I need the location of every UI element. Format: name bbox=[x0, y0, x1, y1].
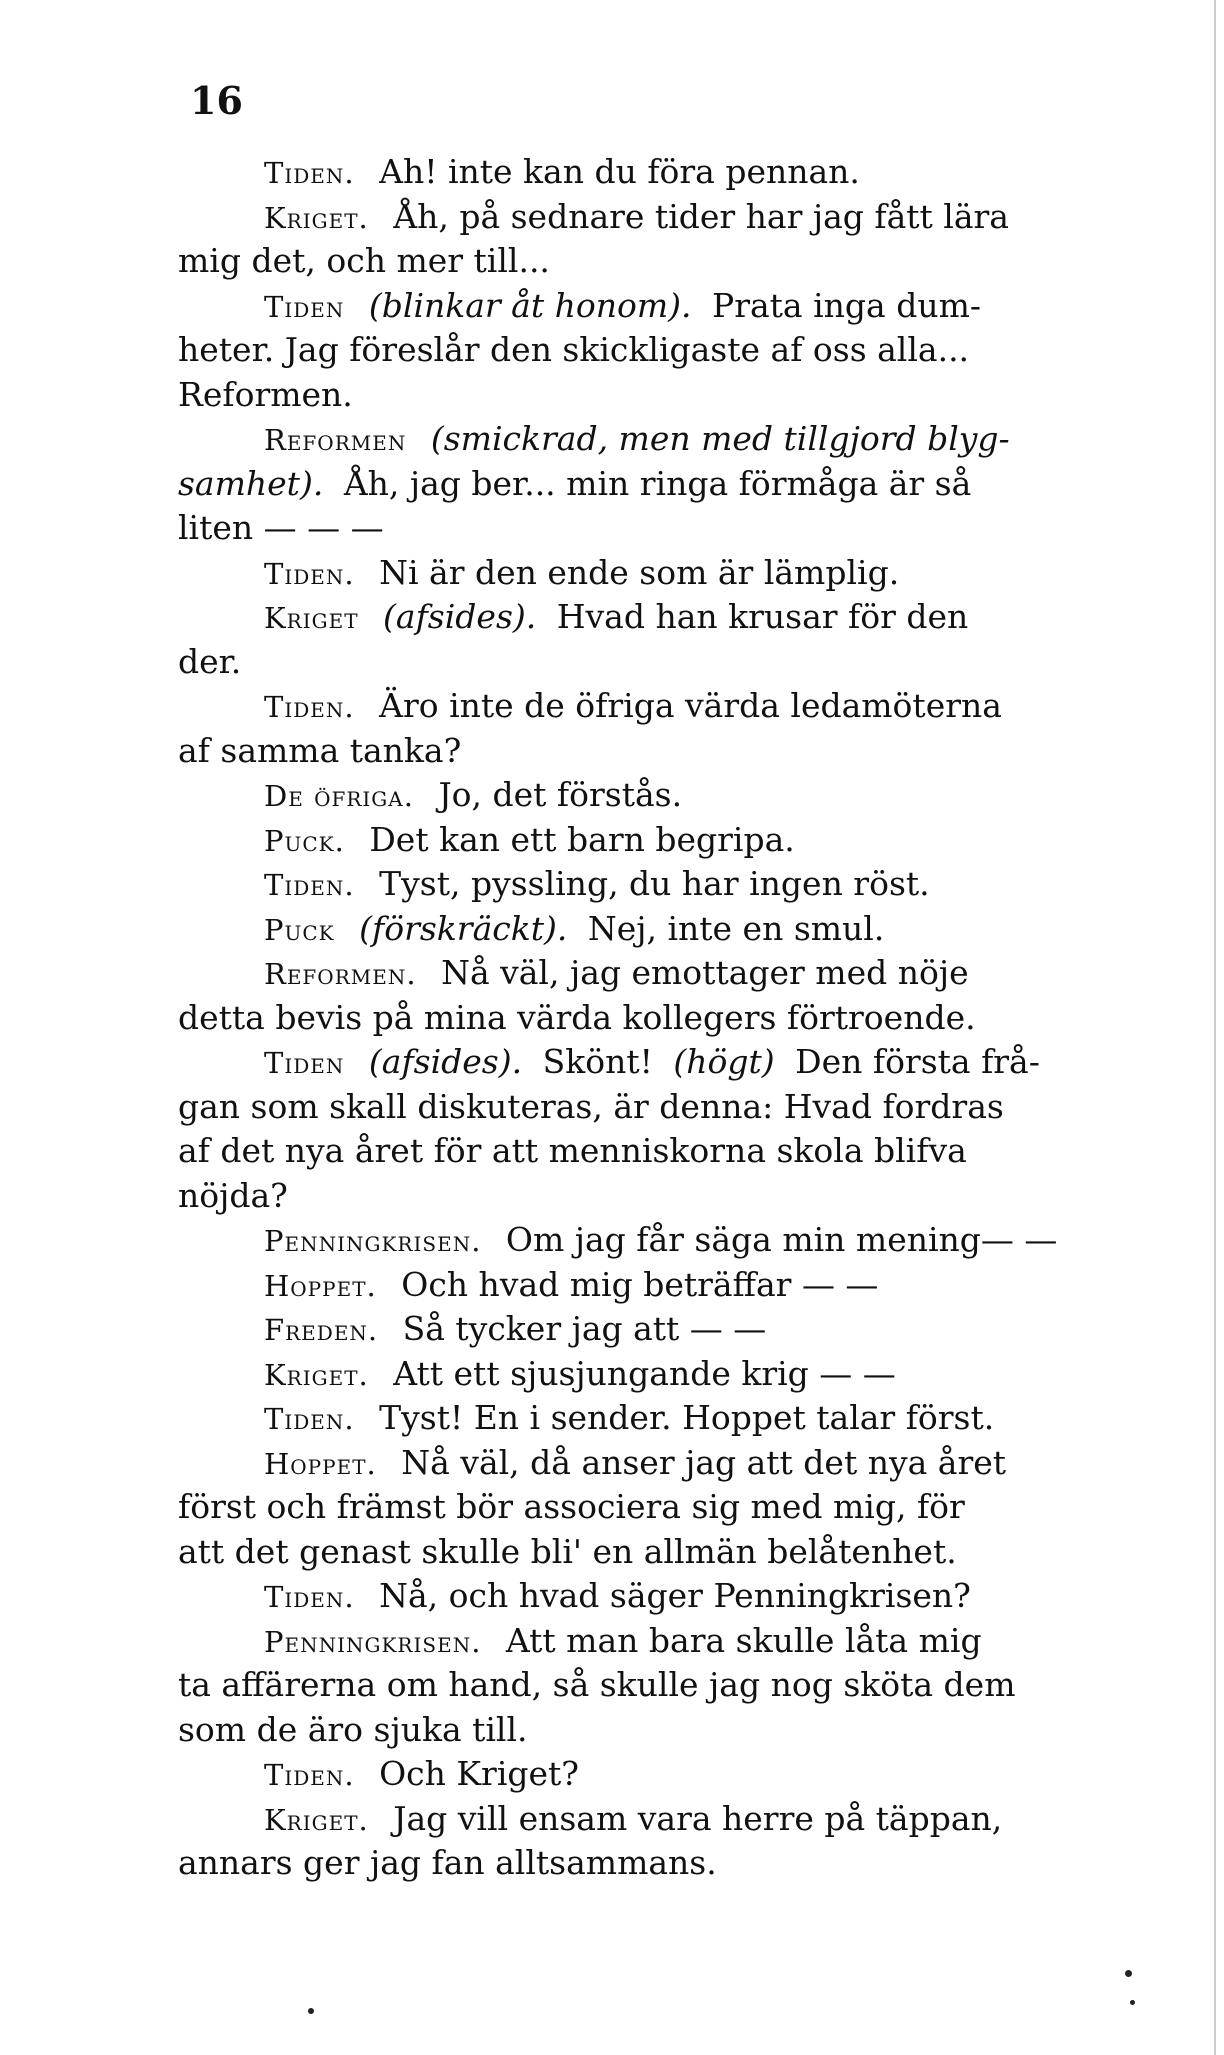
speaker-name: Hoppet. bbox=[264, 1446, 377, 1481]
dialogue-text: Nå väl, jag emottager med nöje bbox=[441, 953, 969, 992]
text-line bbox=[178, 595, 1118, 640]
speaker-name: Reformen. bbox=[264, 957, 417, 991]
text-line bbox=[178, 1218, 1118, 1263]
text-line bbox=[178, 462, 1118, 507]
stage-direction: (förskräckt). bbox=[359, 908, 568, 948]
dialogue-text: Det kan ett barn begripa. bbox=[369, 819, 795, 859]
scan-edge-line bbox=[1214, 0, 1216, 2055]
dialogue-text: Prata inga dum- bbox=[712, 285, 982, 325]
stage-direction: samhet). bbox=[178, 463, 324, 503]
text-line bbox=[178, 1574, 1118, 1619]
dialogue-text: Ah! inte kan du föra pennan. bbox=[379, 152, 860, 191]
speaker-name: Puck bbox=[264, 912, 335, 947]
dialogue-text: annars ger jag fan alltsammans. bbox=[178, 1843, 717, 1882]
speaker-name: Tiden. bbox=[264, 1758, 355, 1792]
speaker-name: Penningkrisen. bbox=[264, 1624, 482, 1659]
text-line bbox=[178, 1708, 1118, 1753]
text-line bbox=[178, 506, 1118, 551]
speaker-name: Tiden. bbox=[264, 156, 355, 190]
dialogue-text: Och hvad mig beträffar — — bbox=[401, 1264, 879, 1304]
text-line bbox=[178, 1174, 1118, 1219]
speaker-name: Kriget. bbox=[264, 1357, 369, 1392]
dialogue-text: Äro inte de öfriga värda ledamöterna bbox=[379, 686, 1002, 725]
dialogue-text: gan som skall diskuteras, är denna: Hvad fordras bbox=[178, 1086, 1004, 1126]
dialogue-text: Nej, inte en smul. bbox=[587, 908, 885, 948]
dialogue-text: Åh, jag ber... min ringa förmåga är så bbox=[343, 463, 972, 503]
dialogue-text: Hvad han krusar för den bbox=[556, 597, 969, 636]
speaker-name: Penningkrisen. bbox=[264, 1224, 482, 1258]
text-line bbox=[178, 1752, 1118, 1797]
stage-direction: (smickrad, men med tillgjord blyg- bbox=[430, 419, 1010, 458]
speaker-name: Tiden bbox=[264, 289, 345, 324]
dialogue-text: Tyst, pyssling, du har ingen röst. bbox=[379, 864, 930, 903]
dialogue-text: Att ett sjusjungande krig — — bbox=[393, 1353, 896, 1393]
dialogue-text: ta affärerna om hand, så skulle jag nog sköta dem bbox=[178, 1665, 1016, 1704]
text-line bbox=[178, 1841, 1118, 1886]
dialogue-text: Nå, och hvad säger Penningkrisen? bbox=[379, 1576, 971, 1615]
speaker-name: De öfriga. bbox=[264, 779, 414, 813]
speaker-name: Tiden. bbox=[264, 690, 355, 724]
dialogue-text: som de äro sjuka till. bbox=[178, 1709, 528, 1749]
dialogue-text: detta bevis på mina värda kollegers förtroende. bbox=[178, 997, 976, 1037]
speaker-name: Kriget. bbox=[264, 1802, 369, 1837]
speaker-name: Kriget. bbox=[264, 200, 369, 235]
stage-direction: (afsides). bbox=[383, 597, 537, 636]
text-line bbox=[178, 1530, 1118, 1575]
dialogue-text: Om jag får säga min mening— — bbox=[505, 1220, 1058, 1259]
text-line bbox=[178, 907, 1118, 952]
text-line bbox=[178, 1396, 1118, 1441]
speaker-name: Reformen bbox=[264, 423, 407, 457]
dialogue-text: först och främst bör associera sig med mig, för bbox=[178, 1487, 965, 1526]
dialogue-text: Den första frå- bbox=[795, 1042, 1040, 1081]
text-line bbox=[178, 1129, 1118, 1174]
text-line bbox=[178, 996, 1118, 1041]
stage-direction: (blinkar åt honom). bbox=[368, 285, 692, 325]
speaker-name: Tiden. bbox=[264, 868, 355, 902]
text-line bbox=[178, 1352, 1118, 1397]
dialogue-text: Skönt! bbox=[542, 1042, 653, 1081]
dialogue-text: mig det, och mer till... bbox=[178, 241, 550, 280]
text-line bbox=[178, 150, 1118, 195]
text-line bbox=[178, 417, 1118, 462]
dialogue-text: Reformen. bbox=[178, 374, 353, 414]
dialogue-text: heter. Jag föreslår den skickligaste af oss alla... bbox=[178, 330, 970, 369]
text-line bbox=[178, 1085, 1118, 1130]
text-line bbox=[178, 284, 1118, 329]
scan-speck bbox=[308, 2008, 314, 2014]
text-line bbox=[178, 1485, 1118, 1530]
dialogue-text: Tyst! En i sender. Hoppet talar först. bbox=[379, 1398, 995, 1437]
text-line bbox=[178, 862, 1118, 907]
dialogue-text: liten — — — bbox=[178, 508, 384, 547]
dialogue-text: att det genast skulle bli' en allmän belåtenhet. bbox=[178, 1531, 957, 1571]
text-line bbox=[178, 684, 1118, 729]
stage-direction: (afsides). bbox=[368, 1042, 523, 1081]
text-line bbox=[178, 1263, 1118, 1308]
text-line bbox=[178, 1619, 1118, 1664]
dialogue-text: Ni är den ende som är lämplig. bbox=[379, 552, 900, 592]
speaker-name: Freden. bbox=[264, 1313, 379, 1347]
speaker-name: Hoppet. bbox=[264, 1268, 377, 1303]
speaker-name: Tiden. bbox=[264, 1580, 355, 1614]
text-line bbox=[178, 1307, 1118, 1352]
text-line bbox=[178, 1441, 1118, 1486]
speaker-name: Puck. bbox=[264, 823, 345, 858]
text-line bbox=[178, 373, 1118, 418]
scan-speck bbox=[1125, 1970, 1132, 1977]
play-text bbox=[178, 150, 1118, 1886]
text-line bbox=[178, 195, 1118, 240]
stage-direction: (högt) bbox=[673, 1042, 775, 1081]
speaker-name: Tiden. bbox=[264, 556, 355, 591]
dialogue-text: af samma tanka? bbox=[178, 730, 462, 770]
text-line bbox=[178, 818, 1118, 863]
text-line bbox=[178, 773, 1118, 818]
page-number: 16 bbox=[190, 78, 243, 123]
text-line bbox=[178, 328, 1118, 373]
dialogue-text: Nå väl, då anser jag att det nya året bbox=[401, 1442, 1007, 1482]
dialogue-text: nöjda? bbox=[178, 1175, 288, 1215]
text-line bbox=[178, 951, 1118, 996]
dialogue-text: Åh, på sednare tider har jag fått lära bbox=[393, 196, 1009, 236]
text-line bbox=[178, 1663, 1118, 1708]
dialogue-text: af det nya året för att menniskorna skola blifva bbox=[178, 1131, 967, 1170]
dialogue-text: Att man bara skulle låta mig bbox=[505, 1620, 982, 1660]
text-line bbox=[178, 1797, 1118, 1842]
text-line bbox=[178, 729, 1118, 774]
speaker-name: Tiden bbox=[264, 1046, 345, 1080]
dialogue-text: Jag vill ensam vara herre på täppan, bbox=[393, 1798, 1003, 1838]
dialogue-text: Jo, det förstås. bbox=[438, 775, 683, 814]
dialogue-text: Och Kriget? bbox=[379, 1754, 579, 1793]
text-line bbox=[178, 1040, 1118, 1085]
scan-speck bbox=[1130, 2000, 1135, 2005]
dialogue-text: der. bbox=[178, 641, 242, 681]
text-line bbox=[178, 551, 1118, 596]
text-line bbox=[178, 640, 1118, 685]
speaker-name: Kriget bbox=[264, 601, 359, 635]
dialogue-text: Så tycker jag att — — bbox=[402, 1309, 767, 1348]
text-line bbox=[178, 239, 1118, 284]
speaker-name: Tiden. bbox=[264, 1402, 355, 1436]
